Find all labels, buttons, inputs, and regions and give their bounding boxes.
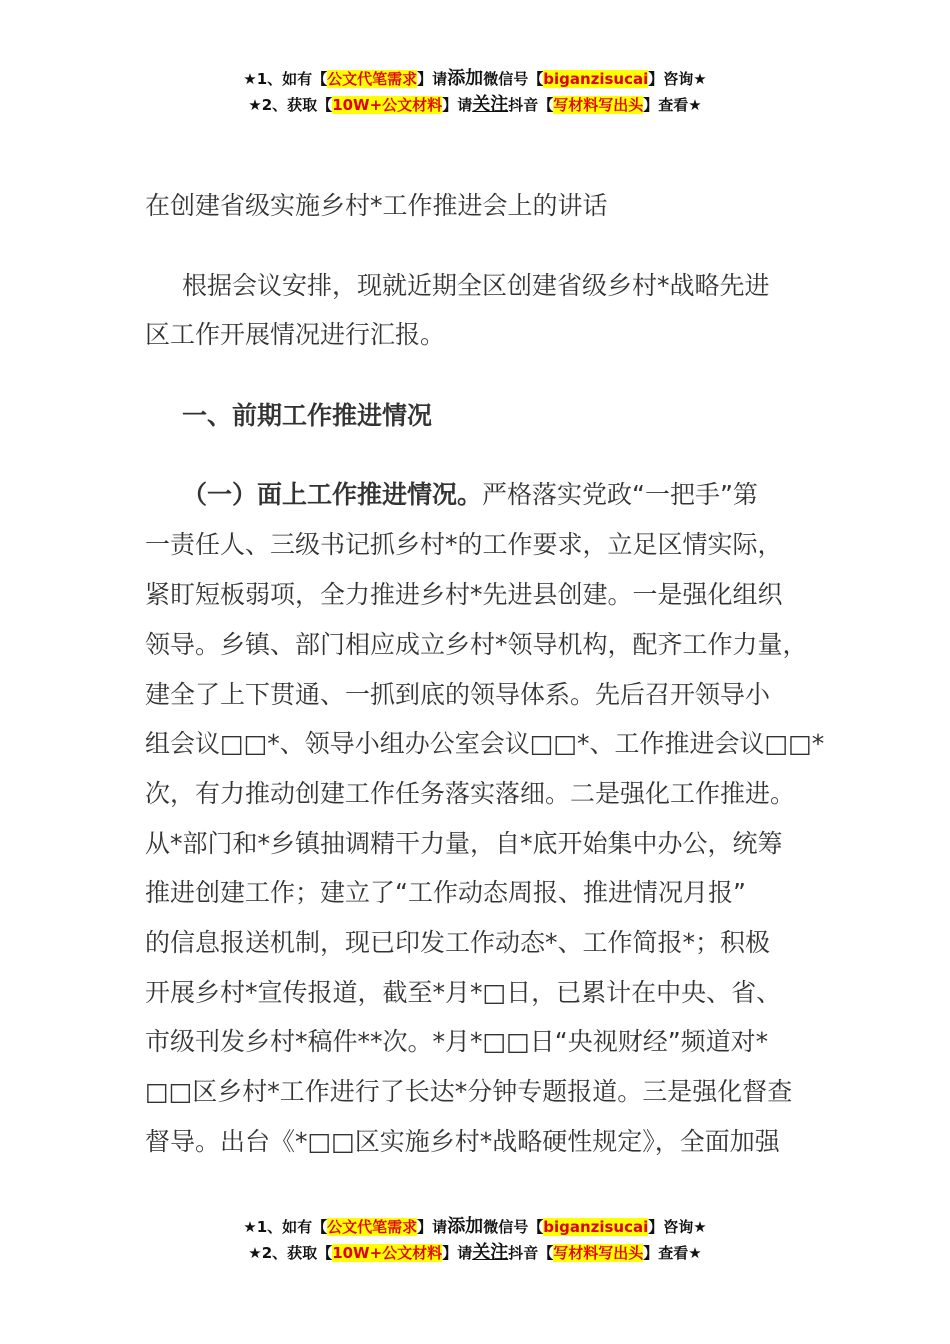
banner-line-2 [0,1240,950,1266]
document-title: 在创建省级实施乡村*工作推进会上的讲话 [145,191,608,220]
banner-line-2 [0,92,950,118]
banner-text: ★1、如有【 [243,1218,328,1236]
banner-text: 】请 [417,1218,448,1236]
body-line: 组会议□□*、领导小组办公室会议□□*、工作推进会议□□* [145,729,825,758]
body-line: 次，有力推动创建工作任务落实落细。二是强化工作推进。 [145,779,796,808]
body-line: 紧盯短板弱项，全力推进乡村*先进县创建。一是强化组织 [145,580,783,609]
banner-line-1 [0,1214,950,1240]
header-banner [0,66,950,118]
banner-text: ★2、获取【 [248,1244,333,1262]
banner-douyin-id: 写材料写出头 [553,96,644,114]
banner-text: ★1、如有【 [243,70,328,88]
banner-emphasis: 关注 [472,1242,509,1263]
body-line: 领导。乡镇、部门相应成立乡村*领导机构，配齐工作力量， [145,630,808,659]
banner-douyin-id: 写材料写出头 [553,1244,644,1262]
subsection-first-line [182,475,758,515]
banner-text: 】查看★ [643,1244,702,1262]
body-line: 一责任人、三级书记抓乡村*的工作要求，立足区情实际， [145,530,783,559]
body-line: 开展乡村*宣传报道，截至*月*□日，已累计在中央、省、 [145,978,782,1007]
intro-line: 区工作开展情况进行汇报。 [145,320,446,349]
body-line: 从*部门和*乡镇抽调精干力量，自*底开始集中办公，统筹 [145,829,783,858]
banner-highlight: 公文代笔需求 [327,70,418,88]
banner-text: 】请 [417,70,448,88]
banner-highlight: 10W+公文材料 [332,1244,443,1262]
subsection-heading: （一）面上工作推进情况。 [182,480,483,509]
banner-text: ★2、获取【 [248,96,333,114]
body-line: 推进创建工作；建立了“工作动态周报、推进情况月报” [145,878,746,907]
banner-text: 】咨询★ [648,1218,707,1236]
banner-text: 微信号【 [483,1218,544,1236]
banner-highlight: 公文代笔需求 [327,1218,418,1236]
section-heading: 一、前期工作推进情况 [182,401,433,430]
body-line: □□区乡村*工作进行了长达*分钟专题报道。三是强化督查 [145,1077,793,1106]
banner-text: 】查看★ [643,96,702,114]
banner-text: 】咨询★ [648,70,707,88]
footer-banner [0,1214,950,1266]
body-line: 督导。出台《*□□区实施乡村*战略硬性规定》，全面加强 [145,1127,780,1156]
banner-emphasis: 关注 [472,94,509,115]
body-text: 严格落实党政“一把手”第 [482,480,758,509]
banner-highlight: 10W+公文材料 [332,96,443,114]
banner-text: 】请 [442,1244,473,1262]
banner-text: 微信号【 [483,70,544,88]
banner-text: 】请 [442,96,473,114]
body-line: 的信息报送机制，现已印发工作动态*、工作简报*；积极 [145,928,771,957]
banner-text: 抖音【 [508,96,554,114]
body-line: 市级刊发乡村*稿件**次。*月*□□日“央视财经”频道对* [145,1027,769,1056]
banner-text: 抖音【 [508,1244,554,1262]
intro-line: 根据会议安排，现就近期全区创建省级乡村*战略先进 [182,271,770,300]
banner-wechat-id: biganzisucai [543,70,649,88]
banner-emphasis: 添加 [447,1216,484,1237]
body-line: 建全了上下贯通、一抓到底的领导体系。先后召开领导小 [145,680,771,709]
banner-wechat-id: biganzisucai [543,1218,649,1236]
banner-emphasis: 添加 [447,68,484,89]
banner-line-1 [0,66,950,92]
